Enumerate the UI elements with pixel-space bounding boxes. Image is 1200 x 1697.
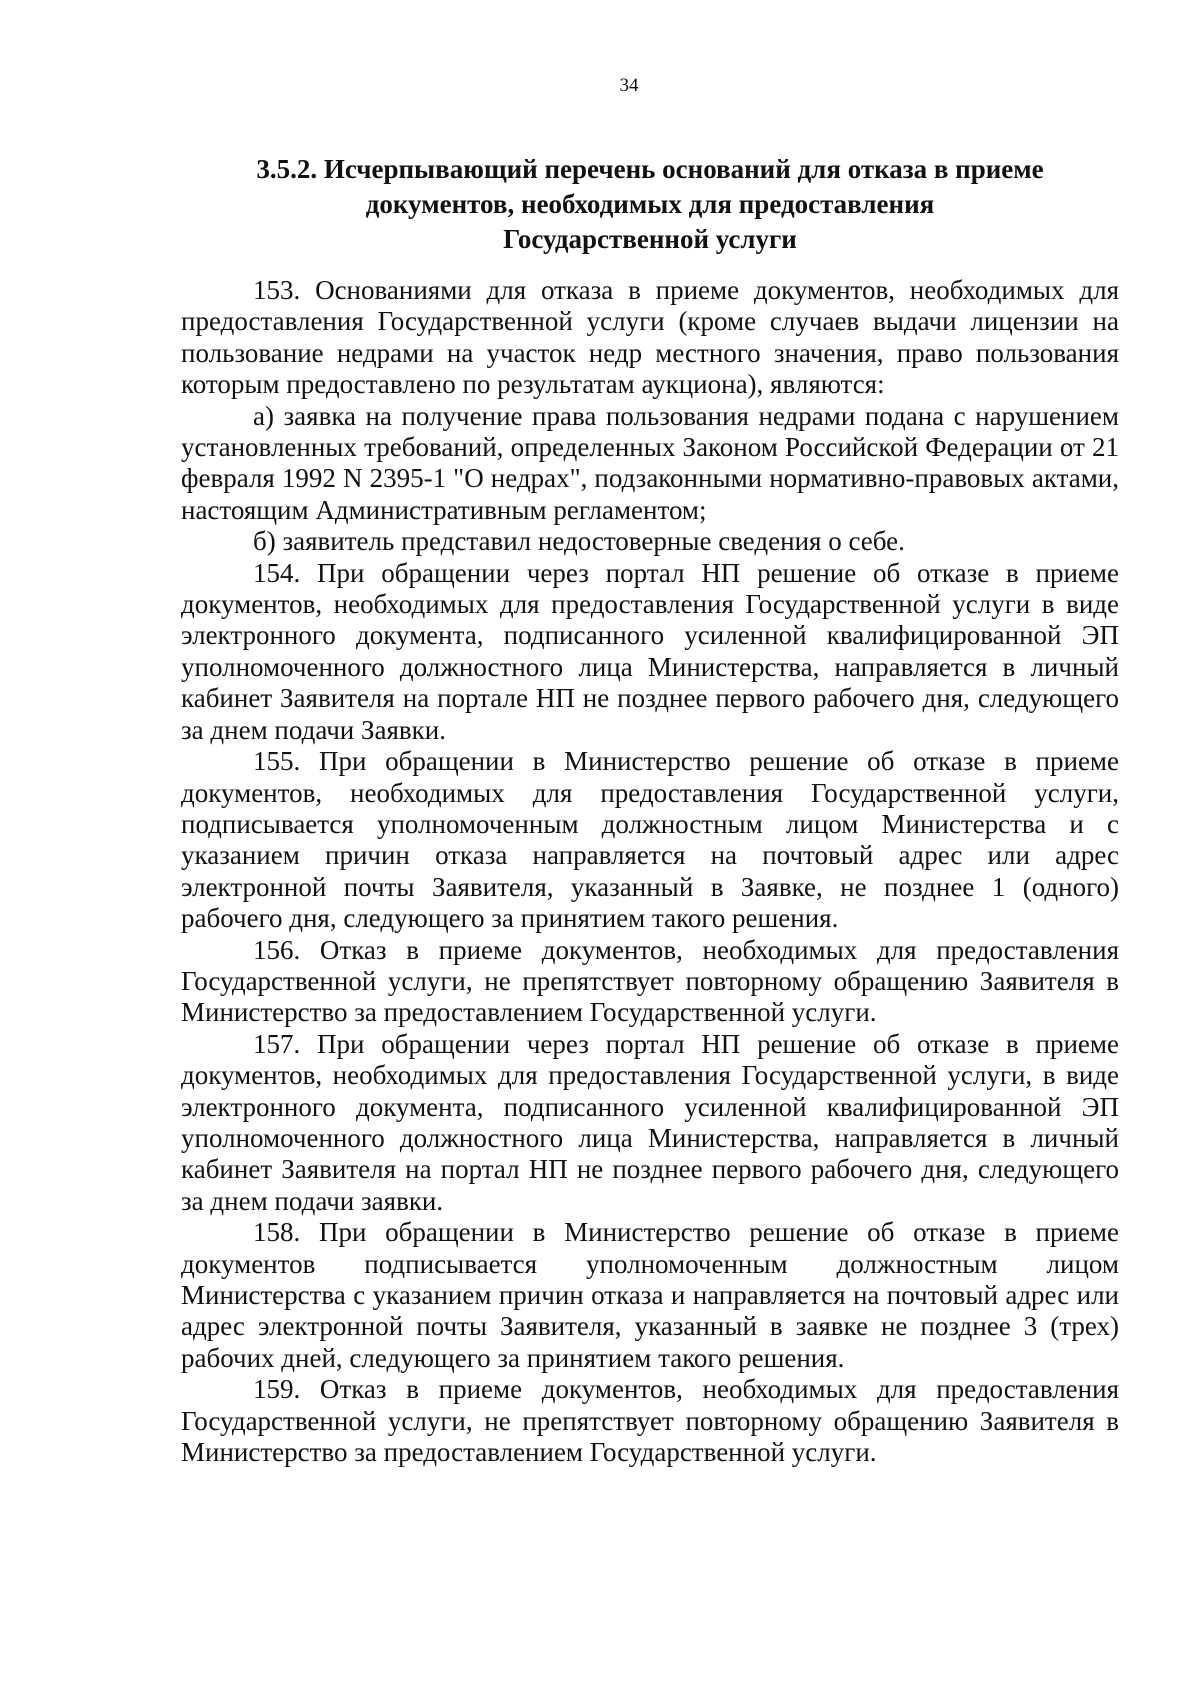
paragraph-156: 156. Отказ в приеме документов, необходимых для предоставления Государственной услуги, не препятствует повторному обращению Заявителя в Министерство за предоставлением Государственной услуги. [181,934,1119,1028]
paragraph-155: 155. При обращении в Министерство решение об отказе в приеме документов, необходимых для предоставления Государственной услуги, подписывается уполномоченным должностным лицом Министерства и с указанием причин отказа направляется на почтовый адрес или адрес электронной почты Заявителя, указанный в Заявке, не позднее 1 (одного) рабочего дня, следующего за принятием такого решения. [181,746,1119,934]
section-heading-line-2: документов, необходимых для предоставления [365,189,935,219]
paragraph-154: 154. При обращении через портал НП решение об отказе в приеме документов, необходимых для предоставления Государственной услуги в виде электронного документа, подписанного усиленной квалифицированной ЭП уполномоченного должностного лица Министерства, направляется в личный кабинет Заявителя на портале НП не позднее первого рабочего дня, следующего за днем подачи Заявки. [181,557,1119,745]
paragraph-157: 157. При обращении через портал НП решение об отказе в приеме документов, необходимых для предоставления Государственной услуги, в виде электронного документа, подписанного усиленной квалифицированной ЭП уполномоченного должностного лица Министерства, направляется в личный кабинет Заявителя на портал НП не позднее первого рабочего дня, следующего за днем подачи заявки. [181,1028,1119,1216]
paragraph-153: 153. Основаниями для отказа в приеме документов, необходимых для предоставления Государственной услуги (кроме случаев выдачи лицензии на пользование недрами на участок недр местного значения, право пользования которым предоставлено по результатам аукциона), являются: [181,275,1119,400]
section-heading-line-3: Государственной услуги [503,224,797,254]
paragraph-153-item-b: б) заявитель представил недостоверные сведения о себе. [253,526,905,557]
page-number: 34 [619,75,639,96]
document-body [181,275,1119,1468]
paragraph-158: 158. При обращении в Министерство решение об отказе в приеме документов подписывается уполномоченным должностным лицом Министерства с указанием причин отказа и направляется на почтовый адрес или адрес электронной почты Заявителя, указанный в заявке не позднее 3 (трех) рабочих дней, следующего за принятием такого решения. [181,1217,1119,1373]
paragraph-153-item-a: а) заявка на получение права пользования недрами подана с нарушением установленных требований, определенных Законом Российской Федерации от 21 февраля 1992 N 2395-1 "О недрах", подзаконными нормативно-правовых актами, настоящим Административным регламентом; [181,400,1119,525]
paragraph-159: 159. Отказ в приеме документов, необходимых для предоставления Государственной услуги, не препятствует повторному обращению Заявителя в Министерство за предоставлением Государственной услуги. [181,1374,1119,1468]
section-heading [180,152,1120,257]
section-heading-line-1: 3.5.2. Исчерпывающий перечень оснований для отказа в приеме [256,154,1044,184]
